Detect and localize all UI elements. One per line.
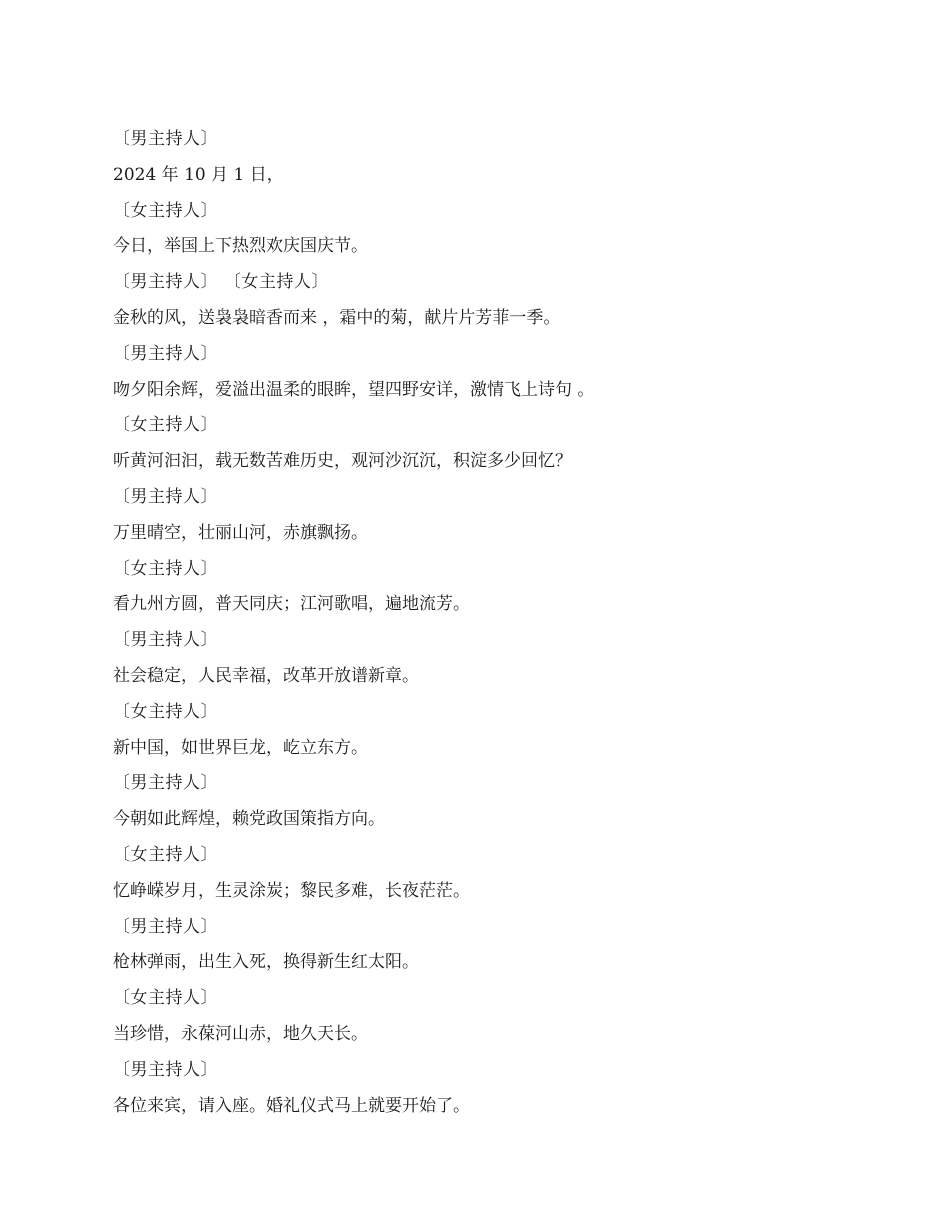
dialogue-line: 今朝如此辉煌，赖党政国策指方向。 xyxy=(113,809,385,830)
speaker-label: 〔女主持人〕 xyxy=(113,844,218,865)
dialogue-line: 新中国，如世界巨龙，屹立东方。 xyxy=(113,737,368,758)
dialogue-line: 忆峥嵘岁月，生灵涂炭；黎民多难，长夜茫茫。 xyxy=(113,880,470,901)
speaker-label: 〔男主持人〕 xyxy=(113,486,218,507)
speaker-label: 〔女主持人〕 xyxy=(113,415,218,436)
speaker-label: 〔女主持人〕 xyxy=(113,988,218,1009)
speaker-label: 〔男主持人〕 xyxy=(113,129,218,149)
dialogue-line: 社会稳定，人民幸福，改革开放谱新章。 xyxy=(113,665,419,686)
speaker-label: 〔男主持人〕 xyxy=(113,916,218,937)
dialogue-line: 听黄河汩汩，载无数苦难历史，观河沙沉沉，积淀多少回忆？ xyxy=(113,451,572,472)
speaker-label: 〔男主持人〕 〔女主持人〕 xyxy=(113,272,329,293)
dialogue-line: 吻夕阳余辉，爱溢出温柔的眼眸，望四野安详，激情飞上诗句 。 xyxy=(113,379,595,400)
dialogue-line: 看九州方圆，普天同庆；江河歌唱，遍地流芳。 xyxy=(113,594,470,615)
dialogue-line: 2024 年 10 月 1 日， xyxy=(113,164,284,185)
dialogue-line: 金秋的风，送袅袅暗香而来 ，霜中的菊，献片片芳菲一季。 xyxy=(113,307,561,328)
speaker-label: 〔女主持人〕 xyxy=(113,701,218,722)
dialogue-line: 枪林弹雨，出生入死，换得新生红太阳。 xyxy=(113,952,419,973)
dialogue-line: 万里晴空，壮丽山河，赤旗飘扬。 xyxy=(113,522,368,543)
dialogue-line: 今日，举国上下热烈欢庆国庆节。 xyxy=(113,236,368,257)
dialogue-line: 各位来宾，请入座。婚礼仪式马上就要开始了。 xyxy=(113,1095,470,1116)
script-body xyxy=(113,122,873,1124)
speaker-label: 〔男主持人〕 xyxy=(113,1059,218,1080)
speaker-label: 〔女主持人〕 xyxy=(113,200,218,221)
speaker-label: 〔男主持人〕 xyxy=(113,630,218,651)
speaker-label: 〔男主持人〕 xyxy=(113,773,218,794)
speaker-label: 〔男主持人〕 xyxy=(113,343,218,364)
speaker-label: 〔女主持人〕 xyxy=(113,558,218,579)
dialogue-line: 当珍惜，永葆河山赤，地久天长。 xyxy=(113,1023,368,1044)
